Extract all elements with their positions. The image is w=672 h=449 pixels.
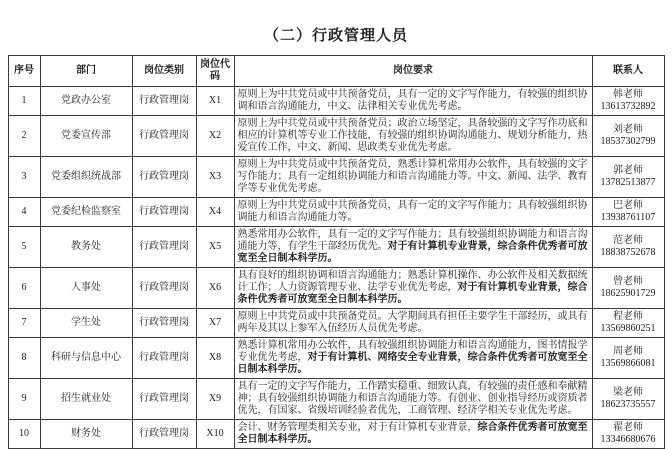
- column-header-category: 岗位类别: [132, 56, 196, 87]
- contact-name: 刘老师: [613, 124, 643, 135]
- cell-requirement: [234, 87, 592, 116]
- cell-contact: [592, 116, 664, 157]
- contact-name: 范老师: [613, 235, 643, 246]
- cell-category: 行政管理岗: [132, 227, 196, 268]
- cell-category: 行政管理岗: [132, 87, 196, 116]
- cell-requirement: [234, 268, 592, 309]
- contact-phone: 18537302799: [600, 136, 656, 147]
- cell-department: 招生就业处: [40, 379, 132, 420]
- cell-requirement: [234, 198, 592, 227]
- cell-requirement: [234, 309, 592, 338]
- column-header-seq: 序号: [8, 56, 40, 87]
- requirement-text: 原则上为中共党员或中共预备党员，熟悉计算机常用办公软件，具有较强的文字写作能力；具有一定组织协调能力和语言沟通能力等。中文、新闻、法学、教育学等专业优先考虑。: [237, 159, 588, 194]
- cell-seq: 2: [8, 116, 40, 157]
- cell-category: 行政管理岗: [132, 268, 196, 309]
- cell-seq: 5: [8, 227, 40, 268]
- page-title: （二）行政管理人员: [263, 28, 408, 44]
- contact-phone: 18625901729: [600, 288, 656, 299]
- table-row: [8, 379, 664, 420]
- requirement-bold-text: 综合条件优秀者可放宽至全日制本科学历。: [237, 422, 588, 445]
- contact-phone: 13569860251: [600, 323, 656, 334]
- cell-contact: [592, 309, 664, 338]
- cell-code: X5: [196, 227, 234, 268]
- cell-requirement: [234, 420, 592, 449]
- column-header-contact: 联系人: [592, 56, 664, 87]
- cell-code: X1: [196, 87, 234, 116]
- cell-requirement: [234, 157, 592, 198]
- cell-seq: 1: [8, 87, 40, 116]
- cell-requirement: [234, 116, 592, 157]
- contact-name: 巴老师: [613, 200, 643, 211]
- column-header-requirement: 岗位要求: [234, 56, 592, 87]
- cell-code: X7: [196, 309, 234, 338]
- cell-contact: [592, 198, 664, 227]
- cell-code: X4: [196, 198, 234, 227]
- requirement-text: 具有一定的文字写作能力，工作踏实稳重、细致认真，有较强的责任感和奉献精神；具有较强组织协调能力和语言沟通能力等。有创业、创业指导经历或资质者优先，有国家、省级培训经验者优先，工商管理、经济学相关专业优先考虑。: [237, 381, 588, 416]
- requirement-text: 具有良好的组织协调和语言沟通能力；熟悉计算机操作、办公软件及相关数据统计工作；人力资源管理专业、法学专业优先考虑，: [237, 270, 588, 293]
- cell-contact: [592, 338, 664, 379]
- cell-contact: [592, 87, 664, 116]
- cell-seq: 4: [8, 198, 40, 227]
- cell-department: 科研与信息中心: [40, 338, 132, 379]
- contact-phone: 13569866081: [600, 358, 656, 369]
- cell-contact: [592, 157, 664, 198]
- cell-requirement: [234, 227, 592, 268]
- cell-seq: 6: [8, 268, 40, 309]
- cell-department: 党委纪检监察室: [40, 198, 132, 227]
- cell-category: 行政管理岗: [132, 420, 196, 449]
- cell-seq: 3: [8, 157, 40, 198]
- requirement-bold-text: 对于有计算机专业背景，综合条件优秀者可放宽至全日制本科学历。: [237, 282, 588, 305]
- admin-staff-table: [8, 55, 665, 449]
- cell-category: 行政管理岗: [132, 157, 196, 198]
- cell-department: 党委组织统战部: [40, 157, 132, 198]
- requirement-text: 熟悉计算机常用办公软件，具有较强组织协调能力和语言沟通能力，图书情报学专业优先考虑，: [237, 340, 588, 363]
- column-header-code: 岗位代码: [196, 56, 234, 87]
- contact-phone: 13346680676: [600, 434, 656, 445]
- contact-name: 曾老师: [613, 276, 643, 287]
- cell-category: 行政管理岗: [132, 116, 196, 157]
- cell-seq: 7: [8, 309, 40, 338]
- cell-department: 财务处: [40, 420, 132, 449]
- cell-code: X8: [196, 338, 234, 379]
- contact-phone: 13782513877: [600, 177, 656, 188]
- cell-seq: 8: [8, 338, 40, 379]
- cell-code: X9: [196, 379, 234, 420]
- table-row: [8, 338, 664, 379]
- cell-seq: 9: [8, 379, 40, 420]
- requirement-text: 原则上为中共党员或中共预备党员，具有一定的文字写作能力；具有较强组织协调能力和语言沟通能力等。: [237, 200, 588, 223]
- contact-name: 梁老师: [613, 387, 643, 398]
- cell-requirement: [234, 338, 592, 379]
- requirement-text: 原则上中共党员或中共预备党员。大学期间具有担任主要学生干部经历，或具有两年及其以上参军入伍经历人员优先考虑。: [237, 311, 588, 334]
- cell-department: 学生处: [40, 309, 132, 338]
- requirement-text: 原则上为中共党员或中共预备党员，具有一定的文字写作能力，有较强的组织协调和语言沟通能力，中文、法律相关专业优先考虑。: [237, 89, 588, 112]
- table-row: [8, 268, 664, 309]
- table-row: [8, 198, 664, 227]
- cell-seq: 10: [8, 420, 40, 449]
- cell-requirement: [234, 379, 592, 420]
- contact-phone: 13613732892: [600, 101, 656, 112]
- cell-contact: [592, 227, 664, 268]
- table-body: [8, 87, 664, 449]
- contact-name: 周老师: [613, 346, 643, 357]
- table-row: [8, 309, 664, 338]
- cell-contact: [592, 379, 664, 420]
- column-header-department: 部门: [40, 56, 132, 87]
- cell-code: X2: [196, 116, 234, 157]
- cell-code: X6: [196, 268, 234, 309]
- cell-code: X10: [196, 420, 234, 449]
- cell-department: 党委宣传部: [40, 116, 132, 157]
- contact-name: 韩老师: [613, 89, 643, 100]
- requirement-text: 原则上为中共党员或中共预备党员；政治立场坚定，具备较强的文字写作功底和相应的计算机等专业工作技能，有较强的组织协调沟通能力、规划分析能力，热爱宣传工作，中文、新闻、思政类专业优先考虑。: [237, 118, 588, 153]
- requirement-text: 熟悉常用办公软件，具有一定的文字写作能力；具有较强组织协调能力和语言沟通能力等，有学生干部经历优先。: [237, 229, 588, 252]
- cell-department: 教务处: [40, 227, 132, 268]
- cell-contact: [592, 420, 664, 449]
- contact-name: 郭老师: [613, 165, 643, 176]
- table-header-row: [8, 56, 664, 87]
- requirement-bold-text: 对于有计算机、网络安全专业背景，综合条件优秀者可放宽至全日制本科学历。: [237, 352, 588, 375]
- table-row: [8, 420, 664, 449]
- requirement-text: 会计、财务管理类相关专业，对于有计算机专业背景，: [237, 422, 478, 433]
- contact-phone: 13938761107: [600, 212, 656, 223]
- cell-category: 行政管理岗: [132, 198, 196, 227]
- contact-phone: 18838752678: [600, 247, 656, 258]
- cell-department: 人事处: [40, 268, 132, 309]
- cell-department: 党政办公室: [40, 87, 132, 116]
- cell-category: 行政管理岗: [132, 379, 196, 420]
- cell-category: 行政管理岗: [132, 309, 196, 338]
- requirement-bold-text: 对于有计算机专业背景，综合条件优秀者可放宽至全日制本科学历。: [237, 241, 588, 264]
- contact-name: 程老师: [613, 311, 643, 322]
- cell-contact: [592, 268, 664, 309]
- contact-name: 翟老师: [613, 422, 643, 433]
- table-row: [8, 157, 664, 198]
- table-row: [8, 87, 664, 116]
- cell-code: X3: [196, 157, 234, 198]
- contact-phone: 18623735557: [600, 399, 656, 410]
- table-row: [8, 227, 664, 268]
- table-row: [8, 116, 664, 157]
- cell-category: 行政管理岗: [132, 338, 196, 379]
